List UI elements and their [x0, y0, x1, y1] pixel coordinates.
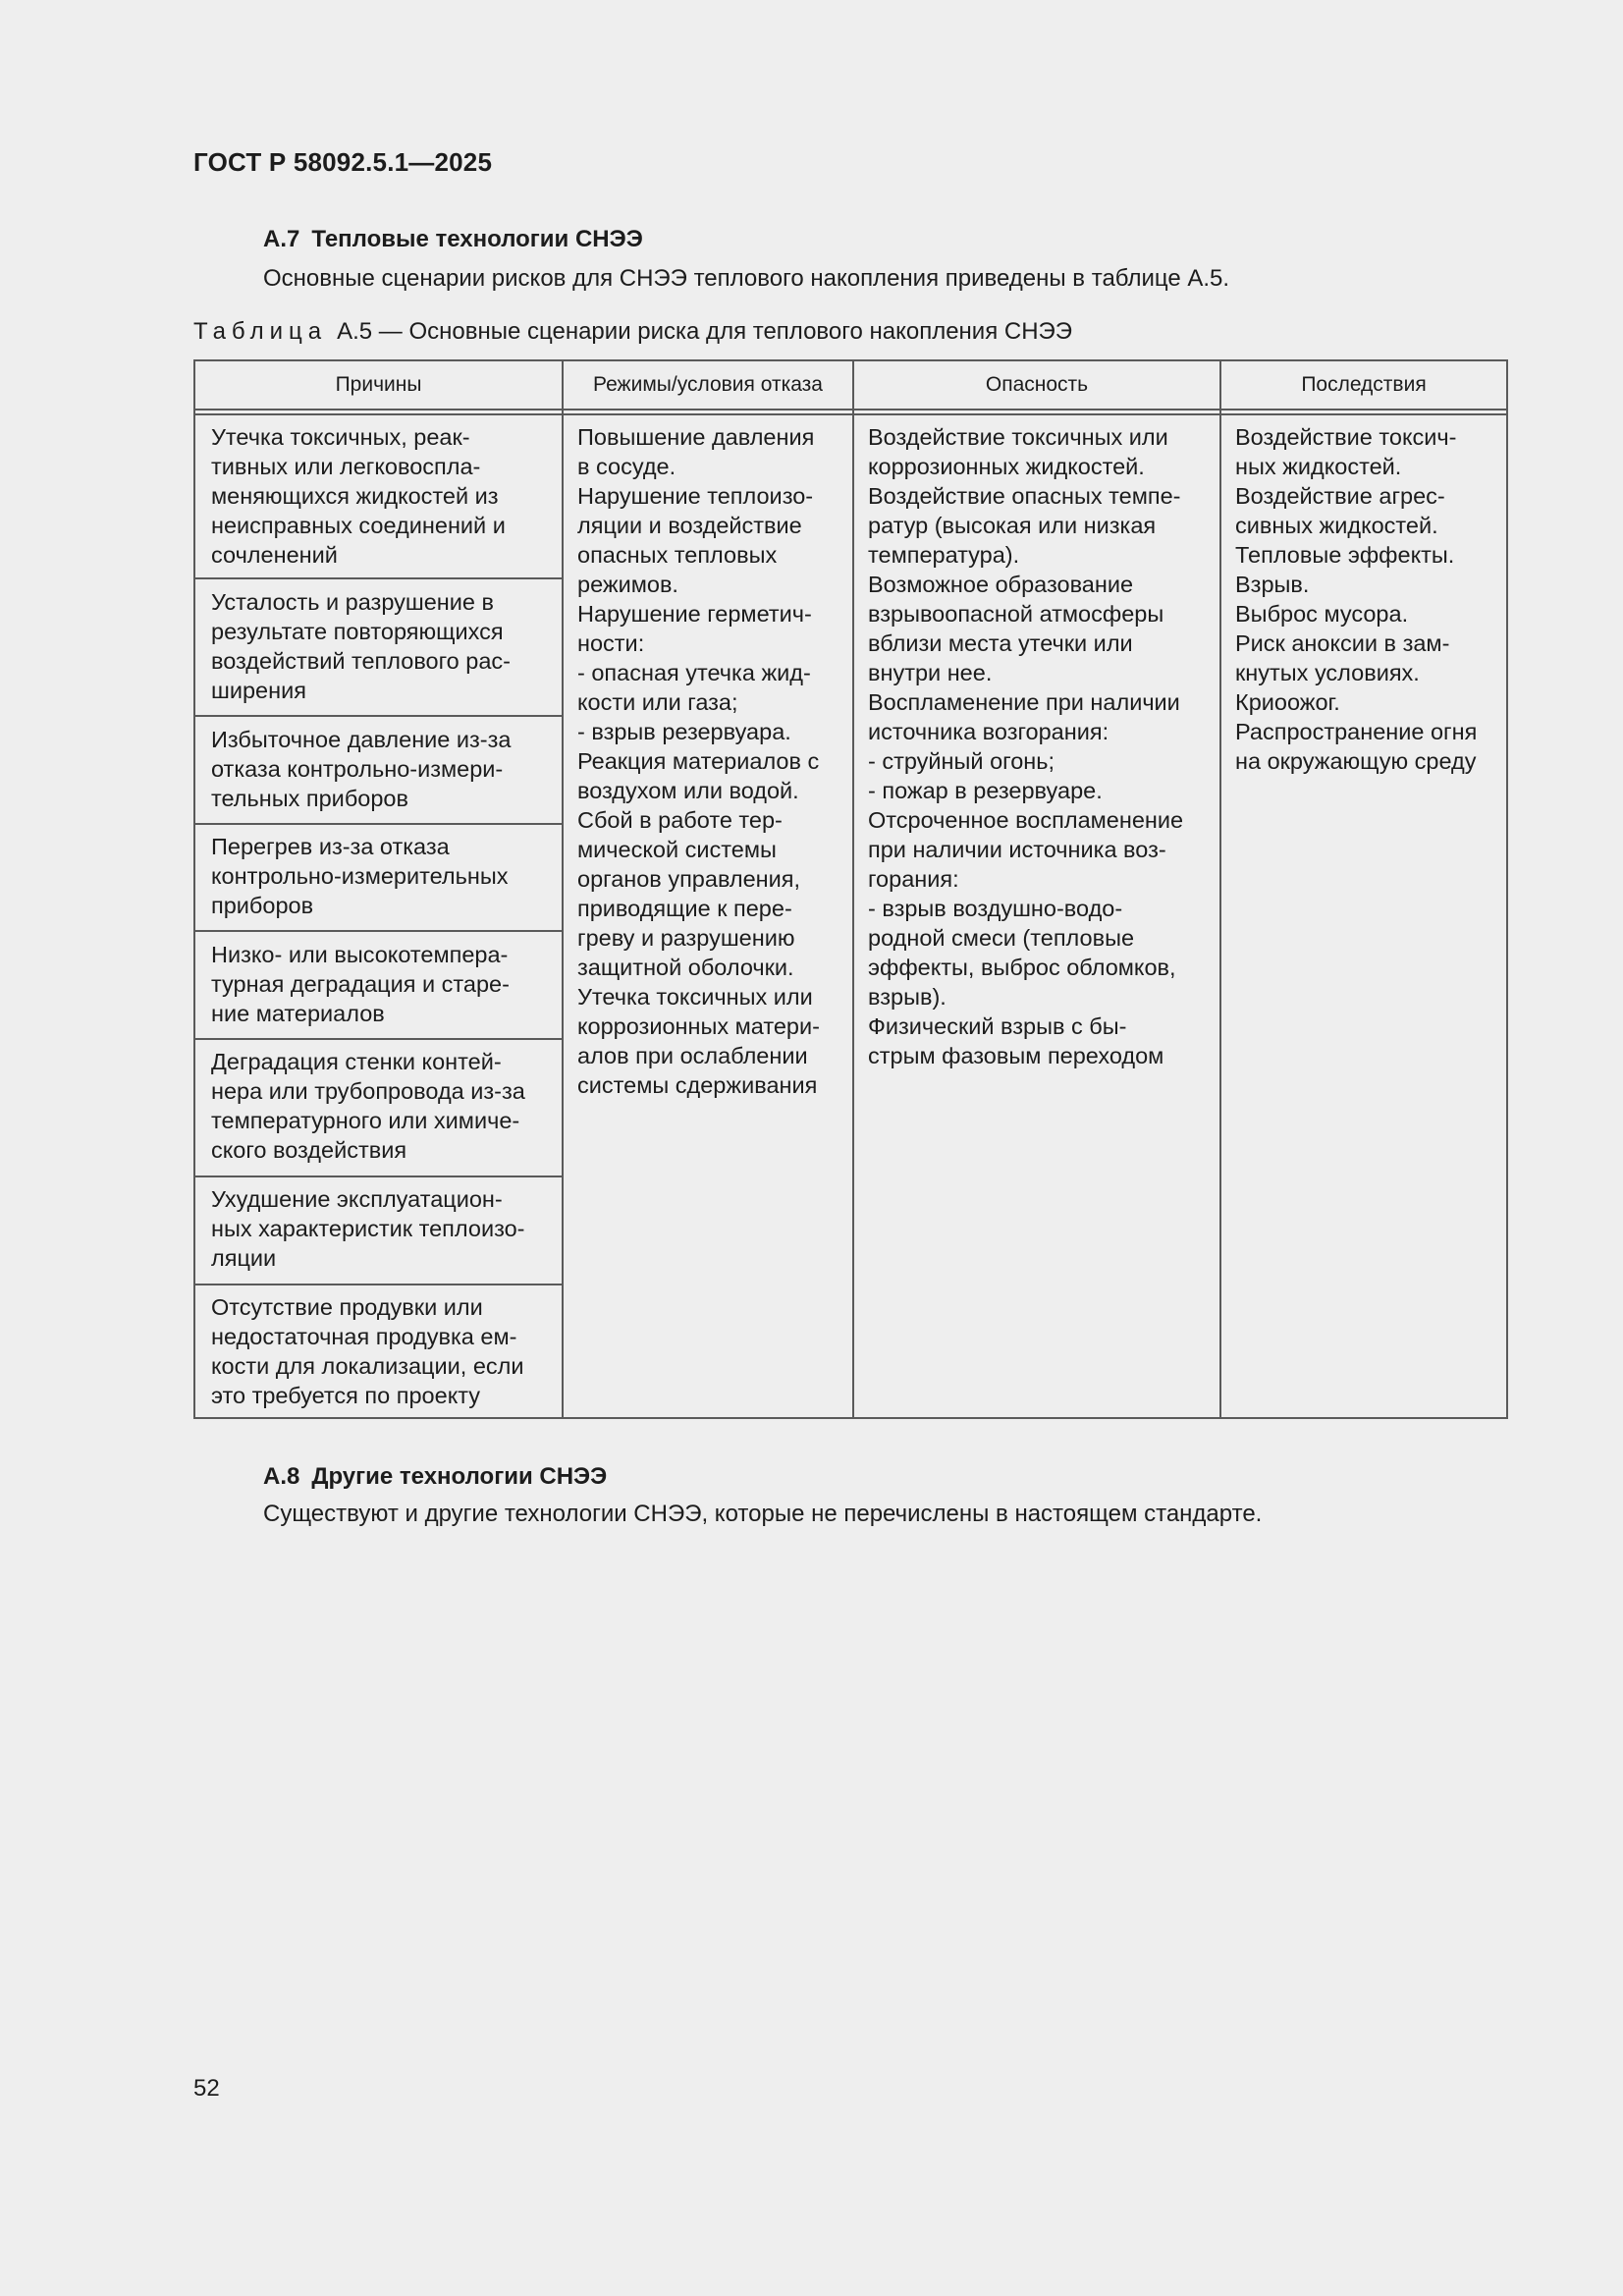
- cause-cell: Деградация стенки контей- нера или трубопровода из-за температурного или химиче- ского воздействия: [211, 1049, 525, 1163]
- column-divider: [562, 361, 564, 1417]
- cause-cell: Отсутствие продувки или недостаточная продувка ем- кости для локализации, если это требуется по проекту: [211, 1294, 524, 1408]
- hazard-cell: Воздействие токсичных или коррозионных жидкостей. Воздействие опасных темпе- ратур (высокая или низкая температура). Возможное образование взрывоопасной атмосферы вблизи места утечки или внутри нее. Воспламенение при наличии источника возгорания: - струйный огонь; - пожар в резервуаре. Отсроченное воспламенение при наличии источника воз- горания: - взрыв воздушно-водо- родной смеси (тепловые эффекты, выброс обломков, взрыв). Физический взрыв с бы- стрым фазовым переходом: [868, 424, 1184, 1068]
- header-consequences: Последствия: [1301, 373, 1427, 396]
- header-hazard: Опасность: [985, 373, 1089, 396]
- cause-cell: Ухудшение эксплуатацион- ных характеристик теплоизо- ляции: [211, 1186, 525, 1271]
- section-a8-title: Другие технологии СНЭЭ: [311, 1463, 608, 1490]
- modes-cell: Повышение давления в сосуде. Нарушение теплоизо- ляции и воздействие опасных тепловых режимов. Нарушение герметич- ности: - опасная утечка жид- кости или газа; - взрыв резервуара. Реакция материалов с воздухом или водой. Сбой в работе тер- мической системы органов управления, приводящие к пере- греву и разрушению защитной оболочки. Утечка токсичных или коррозионных матери- алов при ослаблении системы сдерживания: [577, 424, 820, 1098]
- cause-row-separator: [195, 930, 562, 932]
- cause-cell: Усталость и разрушение в результате повторяющихся воздействий теплового рас- ширения: [211, 589, 511, 703]
- section-a7-heading: [263, 226, 643, 253]
- cause-cell: Избыточное давление из-за отказа контрольно-измери- тельных приборов: [211, 727, 512, 811]
- cause-cell: Низко- или высокотемпера- турная деградация и старе- ние материалов: [211, 942, 510, 1026]
- table-caption: [193, 318, 1072, 346]
- section-a7-paragraph: Основные сценарии рисков для СНЭЭ теплового накопления приведены в таблице А.5.: [263, 265, 1230, 292]
- risk-scenarios-table: [193, 359, 1508, 1419]
- cause-row-separator: [195, 715, 562, 717]
- section-a8-number: А.8: [263, 1463, 300, 1490]
- cause-cell: Перегрев из-за отказа контрольно-измерительных приборов: [211, 834, 509, 918]
- cause-row-separator: [195, 1175, 562, 1177]
- page-number: 52: [193, 2075, 220, 2102]
- section-a8-heading: [263, 1463, 607, 1491]
- table-caption-text: А.5 — Основные сценарии риска для теплового накопления СНЭЭ: [337, 318, 1073, 345]
- cause-row-separator: [195, 823, 562, 825]
- cause-cell: Утечка токсичных, реак- тивных или легковоспла- меняющихся жидкостей из неисправных соединений и сочленений: [211, 424, 506, 568]
- header-modes: Режимы/условия отказа: [593, 373, 823, 396]
- header-rule: [195, 413, 1506, 415]
- cause-row-separator: [195, 1284, 562, 1285]
- section-a7-title: Тепловые технологии СНЭЭ: [311, 226, 643, 252]
- header-causes: Причины: [335, 373, 422, 396]
- section-a8-paragraph: Существуют и другие технологии СНЭЭ, которые не перечислены в настоящем стандарте.: [263, 1501, 1263, 1527]
- section-a7-number: А.7: [263, 226, 300, 252]
- column-divider: [852, 361, 854, 1417]
- column-divider: [1219, 361, 1221, 1417]
- cause-row-separator: [195, 577, 562, 579]
- document-header: ГОСТ Р 58092.5.1—2025: [193, 147, 493, 177]
- cause-row-separator: [195, 1038, 562, 1040]
- consequences-cell: Воздействие токсич- ных жидкостей. Воздействие агрес- сивных жидкостей. Тепловые эффекты. Взрыв. Выброс мусора. Риск аноксии в зам- кнутых условиях. Криоожог. Распространение огня на окружающую среду: [1235, 424, 1478, 774]
- header-rule: [195, 409, 1506, 410]
- table-caption-label: Таблица: [193, 318, 328, 345]
